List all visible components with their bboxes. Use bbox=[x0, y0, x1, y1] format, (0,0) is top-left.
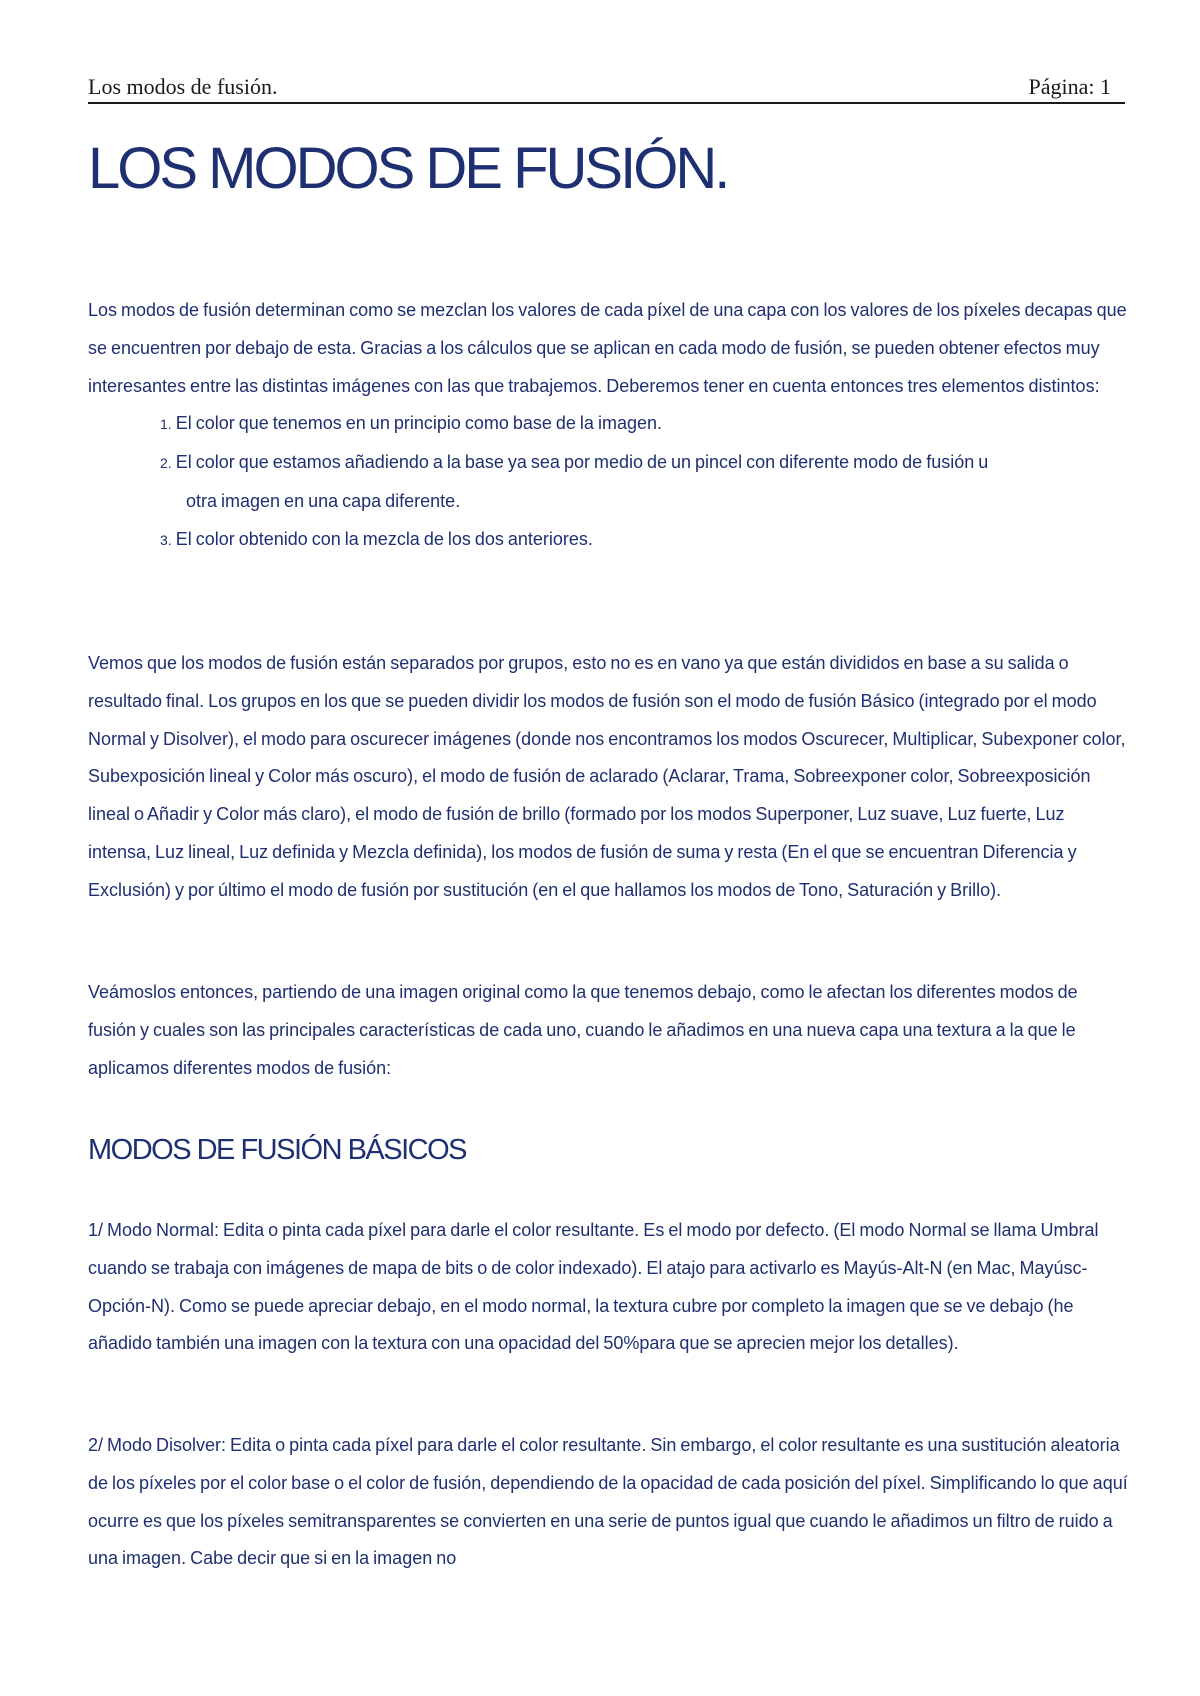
list-item-continuation: otra imagen en una capa diferente. bbox=[186, 490, 461, 511]
groups-section bbox=[88, 645, 1128, 910]
list-item-number: 3. bbox=[160, 531, 172, 548]
overview-section bbox=[88, 974, 1128, 1087]
header-page-number: Página: 1 bbox=[1028, 74, 1111, 99]
page-header bbox=[88, 72, 1125, 104]
list-item-text: El color que estamos añadiendo a la base ya sea por medio de un pincel con diferente modo de fusión u bbox=[175, 452, 989, 473]
list-item-text: El color que tenemos en un principio como base de la imagen. bbox=[175, 413, 662, 434]
list-item bbox=[160, 444, 1128, 521]
header-document-title: Los modos de fusión. bbox=[88, 74, 278, 99]
list-item-text: El color obtenido con la mezcla de los dos anteriores. bbox=[175, 528, 593, 549]
intro-paragraph: Los modos de fusión determinan como se mezclan los valores de cada píxel de una capa con los valores de los píxeles decapas que se encuentren por debajo de esta. Gracias a los cálculos que se aplican en cada modo de fusión, se pueden obtener efectos muy interesantes entre las distintas imágenes con las que trabajemos. Deberemos tener en cuenta entonces tres elementos distintos: bbox=[88, 300, 1127, 396]
groups-paragraph: Vemos que los modos de fusión están separados por grupos, esto no es en vano ya que están divididos en base a su salida o resultado final. Los grupos en los que se pueden dividir los modos de fusión son el modo de fusión Básico (integrado por el modo Normal y Disolver), el modo para oscurecer imágenes (donde nos encontramos los modos Oscurecer, Multiplicar, Subexponer color, Subexposición lineal y Color más oscuro), el modo de fusión de aclarado (Aclarar, Trama, Sobreexponer color, Sobreexposición lineal o Añadir y Color más claro), el modo de fusión de brillo (formado por los modos Superponer, Luz suave, Luz fuerte, Luz intensa, Luz lineal, Luz definida y Mezcla definida), los modos de fusión de suma y resta (En el que se encuentran Diferencia y Exclusión) y por último el modo de fusión por sustitución (en el que hallamos los modos de Tono, Saturación y Brillo). bbox=[88, 653, 1126, 900]
normal-mode-section bbox=[88, 1212, 1128, 1363]
list-item bbox=[160, 405, 1128, 444]
section-heading-basic-modes: MODOS DE FUSIÓN BÁSICOS bbox=[88, 1134, 466, 1166]
dissolve-mode-paragraph: 2/ Modo Disolver: Edita o pinta cada píxel para darle el color resultante. Sin embargo, el color resultante es una sustitución aleatoria de los píxeles por el color base o el color de fusión, dependiendo de la opacidad de cada posición del píxel. Simplificando lo que aquí ocurre es que los píxeles semitransparentes se convierten en una serie de puntos igual que cuando le añadimos un filtro de ruido a una imagen. Cabe decir que si en la imagen no bbox=[88, 1435, 1128, 1569]
overview-paragraph: Veámoslos entonces, partiendo de una imagen original como la que tenemos debajo, como le afectan los diferentes modos de fusión y cuales son las principales características de cada uno, cuando le añadimos en una nueva capa una textura a la que le aplicamos diferentes modos de fusión: bbox=[88, 982, 1078, 1078]
list-item-number: 1. bbox=[160, 416, 172, 433]
normal-mode-paragraph: 1/ Modo Normal: Edita o pinta cada píxel para darle el color resultante. Es el modo por defecto. (El modo Normal se llama Umbral cuando se trabaja con imágenes de mapa de bits o de color indexado). El atajo para activarlo es Mayús-Alt-N (en Mac, Mayúsc-Opción-N). Como se puede apreciar debajo, en el modo normal, la textura cubre por completo la imagen que se ve debajo (he añadido también una imagen con la textura con una opacidad del 50%para que se aprecien mejor los detalles). bbox=[88, 1220, 1099, 1354]
elements-list bbox=[88, 405, 1128, 559]
document-title: LOS MODOS DE FUSIÓN. bbox=[88, 136, 728, 201]
intro-section bbox=[88, 292, 1128, 560]
list-item bbox=[160, 521, 1128, 560]
list-item-number: 2. bbox=[160, 455, 172, 472]
dissolve-mode-section bbox=[88, 1427, 1128, 1578]
